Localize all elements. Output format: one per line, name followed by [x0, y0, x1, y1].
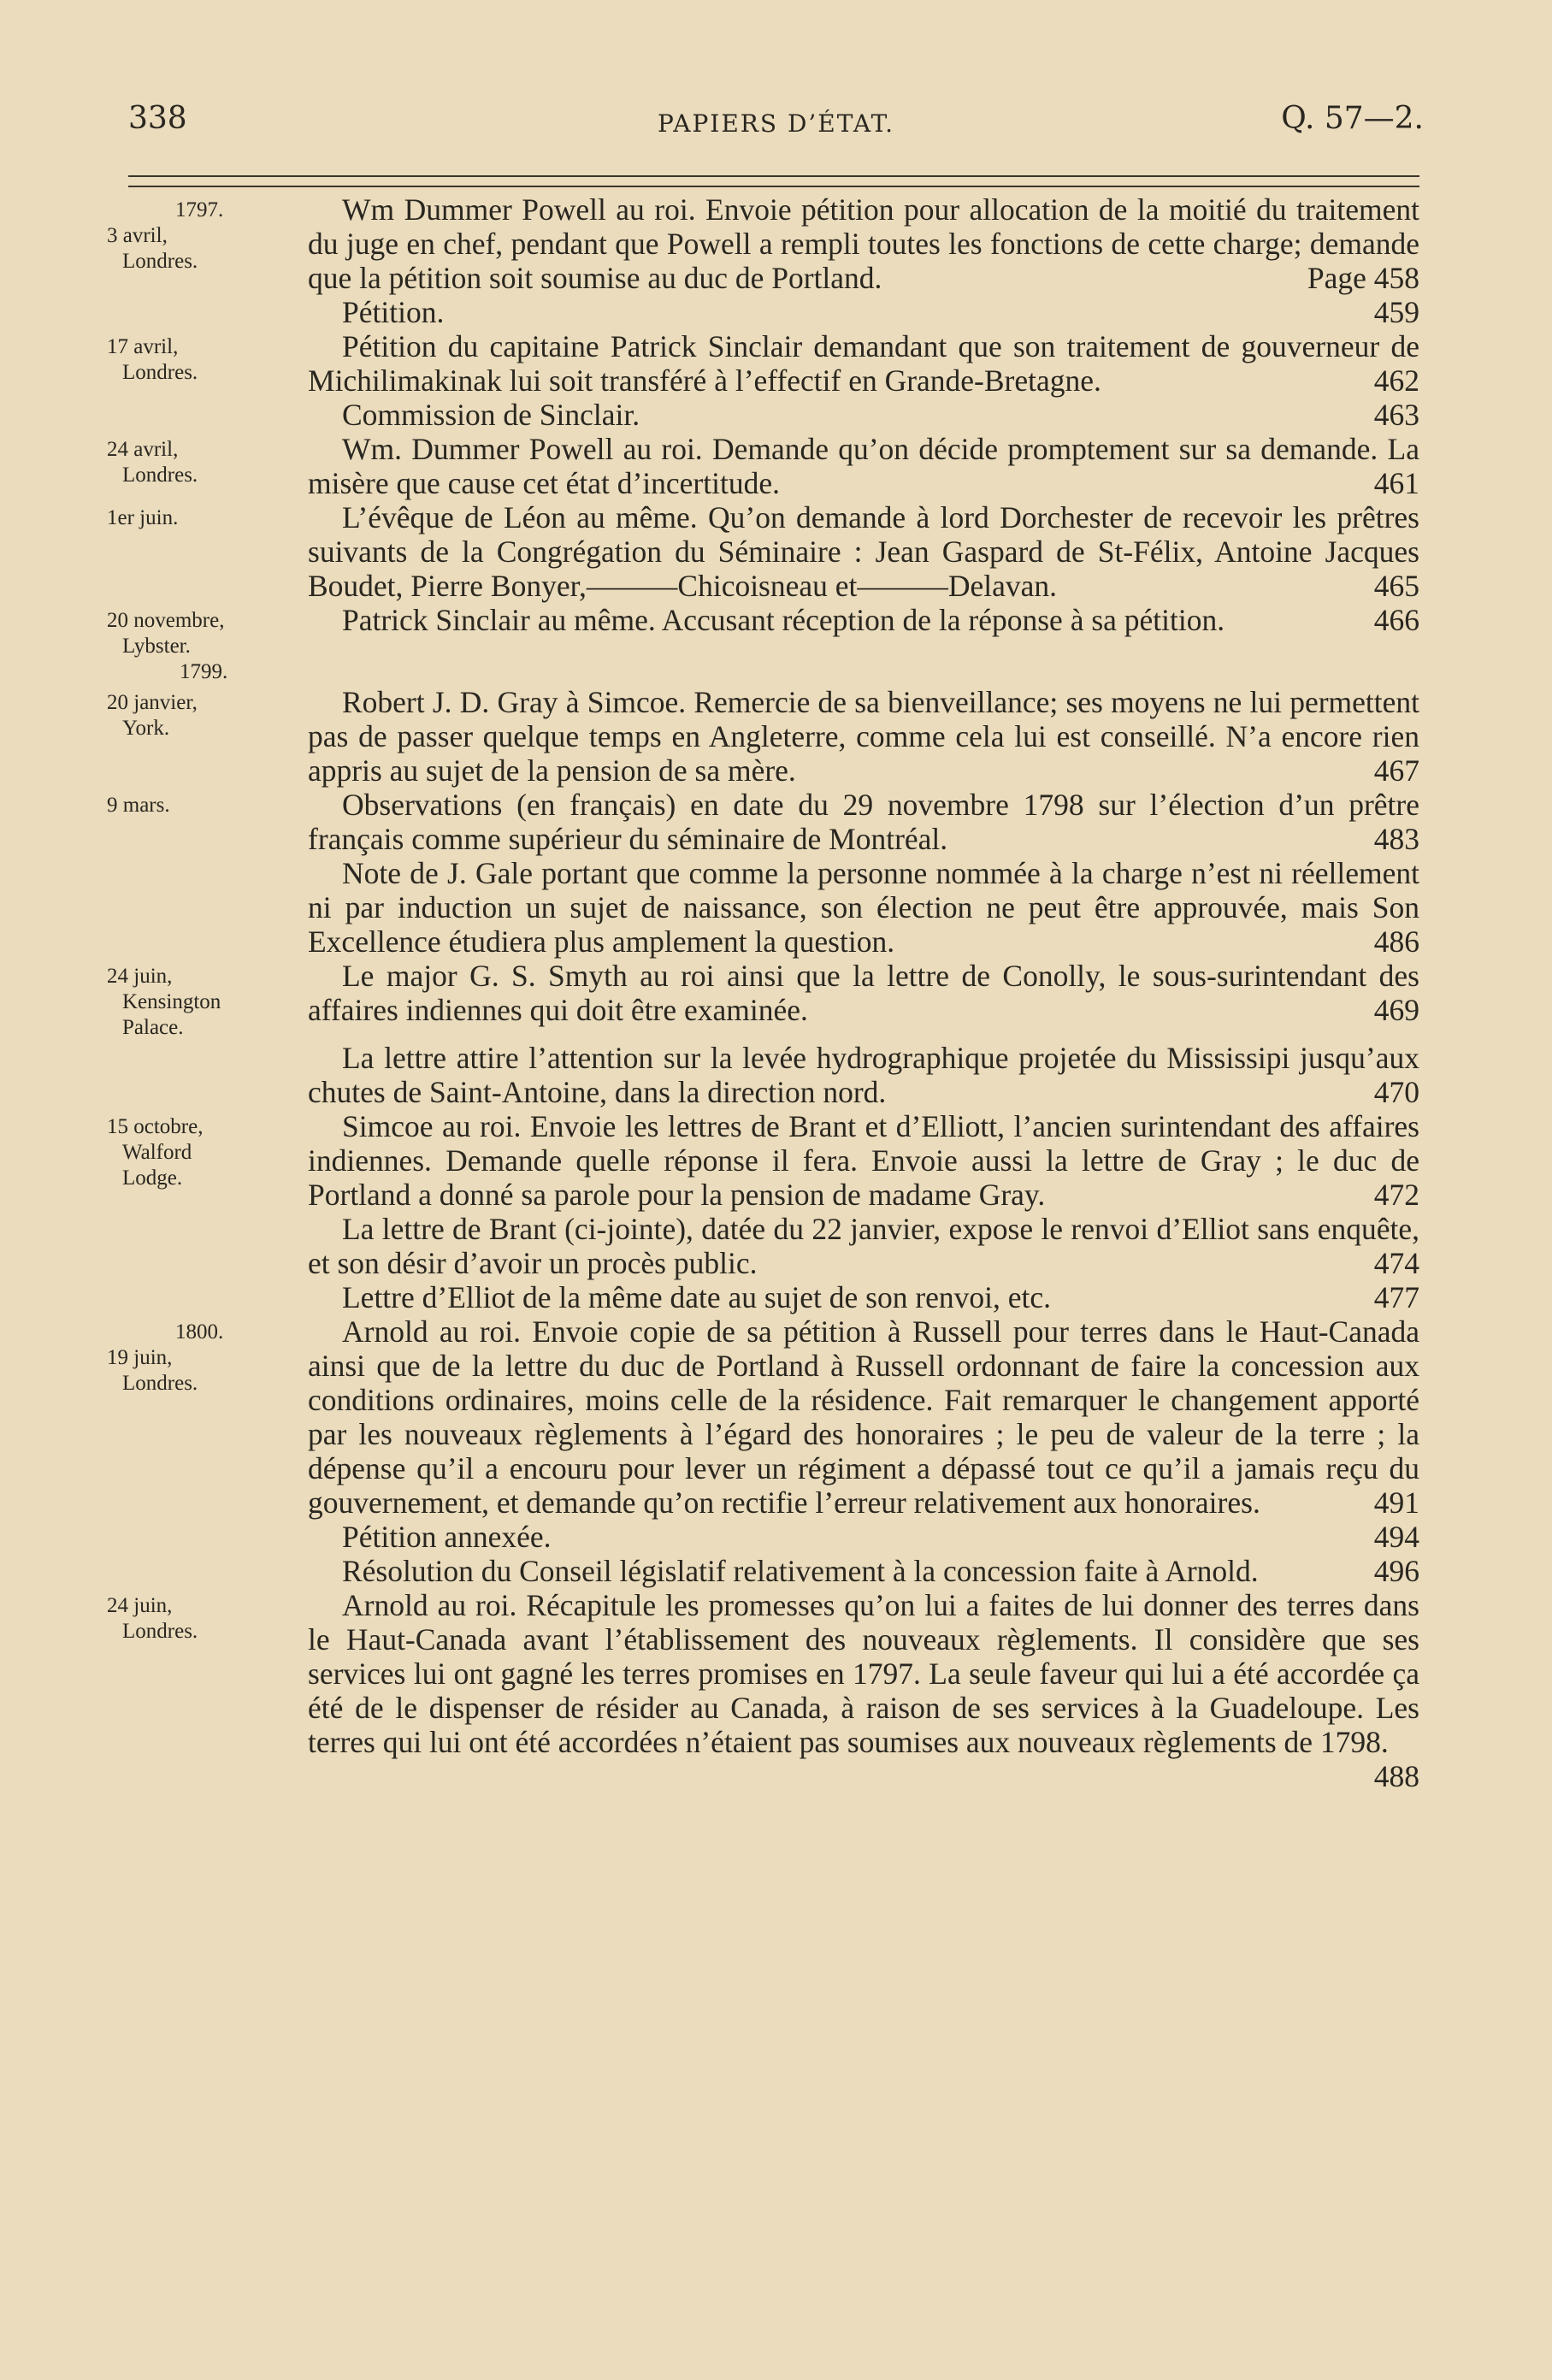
entry-page-ref: 486	[1373, 924, 1419, 959]
entry-date	[107, 192, 308, 295]
calendar-entry	[107, 1314, 1419, 1520]
entry-date	[107, 1041, 308, 1109]
calendar-entry	[107, 603, 1419, 685]
calendar-entry	[107, 329, 1419, 398]
entry-text	[308, 788, 1419, 856]
entry-text	[308, 295, 1419, 329]
entry-page-ref: Page 458	[1307, 261, 1419, 295]
entry-page-ref: 469	[1373, 993, 1419, 1027]
entry-date-line: 24 juin,	[107, 965, 173, 988]
entry-text	[308, 959, 1419, 1041]
entry-text	[308, 1109, 1419, 1212]
entry-date-line: 1er juin.	[107, 506, 179, 529]
entry-summary: Commission de Sinclair.	[342, 398, 640, 432]
entry-page-ref: 491	[1373, 1485, 1419, 1520]
entry-date-line: 17 avril,	[107, 335, 179, 358]
entry-date-line: 19 juin,	[107, 1346, 173, 1369]
entry-date	[107, 1109, 308, 1212]
entry-text	[308, 685, 1419, 788]
entry-date-line: Walford	[122, 1141, 192, 1164]
calendar-entry	[107, 295, 1419, 329]
entry-date	[107, 603, 308, 685]
entry-summary: La lettre attire l’attention sur la levée hydrographique projetée du Mississipi jusqu’aux chutes de Saint-Antoine, dans la direction nord.	[308, 1041, 1419, 1109]
entry-date	[107, 295, 308, 329]
running-title: PAPIERS D’ÉTAT.	[657, 109, 895, 138]
calendar-entry	[107, 432, 1419, 500]
page-number: 338	[128, 101, 187, 136]
entry-date	[107, 788, 308, 856]
entry-text	[308, 1314, 1419, 1520]
entry-date-line: 24 avril,	[107, 438, 179, 461]
entry-text	[308, 1588, 1419, 1793]
calendar-entry	[107, 1109, 1419, 1212]
entry-summary: Observations (en français) en date du 29 novembre 1798 sur l’élection d’un prêtre français comme supérieur du séminaire de Montréal.	[308, 788, 1419, 856]
calendar-entry	[107, 1520, 1419, 1554]
entry-page-ref: 477	[1373, 1280, 1419, 1314]
entry-text	[308, 856, 1419, 959]
calendar-entry	[107, 1280, 1419, 1314]
calendar-entry	[107, 685, 1419, 788]
entry-summary: Pétition annexée.	[342, 1520, 552, 1554]
entry-date-line: Lodge.	[122, 1166, 183, 1190]
entry-date-line: Londres.	[122, 1620, 198, 1643]
entry-summary: Wm. Dummer Powell au roi. Demande qu’on décide promptement sur sa demande. La misère que cause cet état d’incertitude.	[308, 432, 1419, 500]
entry-text	[308, 603, 1419, 685]
entry-summary: Pétition du capitaine Patrick Sinclair demandant que son traitement de gouverneur de Michilimakinak lui soit transféré à l’effectif en Grande-Bretagne.	[308, 329, 1419, 398]
entry-page-ref: 461	[1373, 466, 1419, 500]
entry-date-line: Lybster.	[122, 635, 191, 658]
entry-summary: Le major G. S. Smyth au roi ainsi que la lettre de Conolly, le sous-surintendant des affaires indiennes qui doit être examinée.	[308, 959, 1419, 1027]
entry-date-line: Londres.	[122, 361, 198, 384]
entry-date-line: 1799.	[180, 660, 228, 683]
entry-page-ref: 466	[1373, 603, 1419, 637]
calendar-entry	[107, 959, 1419, 1041]
entry-summary: Note de J. Gale portant que comme la personne nommée à la charge n’est ni réellement ni par induction un sujet de naissance, son élection ne peut être approuvée, mais Son Excellence étudiera plus amplement la question.	[308, 856, 1419, 959]
entry-summary: La lettre de Brant (ci-jointe), datée du 22 janvier, expose le renvoi d’Elliot sans enquête, et son désir d’avoir un procès public.	[308, 1212, 1419, 1280]
entry-summary: Robert J. D. Gray à Simcoe. Remercie de sa bienveillance; ses moyens ne lui permettent pas de passer quelque temps en Angleterre, comme cela lui est conseillé. N’a encore rien appris au sujet de la pension de sa mère.	[308, 685, 1419, 788]
entry-summary: L’évêque de Léon au même. Qu’on demande à lord Dorchester de recevoir les prêtres suivants de la Congrégation du Séminaire : Jean Gaspard de St-Félix, Antoine Jacques Boudet, Pierre Bonyer,———Chicoisneau et———Delavan.	[308, 500, 1419, 603]
entry-text	[308, 1520, 1419, 1554]
entry-page-ref: 465	[1373, 569, 1419, 603]
calendar-entry	[107, 500, 1419, 603]
calendar-entries	[107, 192, 1419, 1793]
entry-date	[107, 432, 308, 500]
entry-date-line: 24 juin,	[107, 1594, 173, 1617]
entry-date-line: 1797.	[175, 198, 224, 221]
entry-date-line: Londres.	[122, 1372, 198, 1395]
entry-date-line: York.	[122, 717, 170, 740]
entry-date	[107, 685, 308, 788]
entry-date-line: Londres.	[122, 464, 198, 487]
entry-text	[308, 329, 1419, 398]
entry-date	[107, 1554, 308, 1588]
entry-text	[308, 1041, 1419, 1109]
entry-summary: Arnold au roi. Récapitule les promesses qu’on lui a faites de lui donner des terres dans le Haut-Canada avant l’établissement des nouveaux règlements. Il considère que ses services lui ont gagné les terres promises en 1797. La seule faveur qui lui a été accordée ça été de le dispenser de résider au Canada, à raison de ses services à la Guadeloupe. Les terres qui lui ont été accordées n’étaient pas soumises aux nouveaux règlements de 1798.	[308, 1588, 1419, 1759]
entry-page-ref: 474	[1373, 1246, 1419, 1280]
entry-summary: Simcoe au roi. Envoie les lettres de Brant et d’Elliott, l’ancien surintendant des affaires indiennes. Demande quelle réponse il fera. Envoie aussi la lettre de Gray ; le duc de Portland a donné sa parole pour la pension de madame Gray.	[308, 1109, 1419, 1212]
entry-summary: Patrick Sinclair au même. Accusant réception de la réponse à sa pétition.	[342, 603, 1225, 637]
entry-page-ref: 463	[1373, 398, 1419, 432]
entry-date	[107, 329, 308, 398]
entry-summary: Lettre d’Elliot de la même date au sujet de son renvoi, etc.	[342, 1280, 1052, 1314]
entry-date-line: 1800.	[175, 1320, 224, 1344]
entry-date-line: 3 avril,	[107, 224, 168, 247]
entry-date-line: Palace.	[122, 1016, 184, 1039]
entry-date-line: 15 octobre,	[107, 1115, 204, 1138]
entry-text	[308, 398, 1419, 432]
entry-summary: Résolution du Conseil législatif relativement à la concession faite à Arnold.	[342, 1554, 1259, 1588]
entry-text	[308, 1212, 1419, 1280]
entry-summary: Wm Dummer Powell au roi. Envoie pétition pour allocation de la moitié du traitement du juge en chef, pendant que Powell a rempli toutes les fonctions de cette charge; demande que la pétition soit soumise au duc de Portland.	[308, 192, 1419, 295]
header-rule-top	[128, 175, 1419, 177]
entry-page-ref: 483	[1373, 822, 1419, 856]
entry-date	[107, 500, 308, 603]
calendar-entry	[107, 1212, 1419, 1280]
entry-summary: Pétition.	[342, 295, 445, 329]
entry-date	[107, 959, 308, 1041]
page-header	[0, 101, 1552, 152]
entry-page-ref: 494	[1373, 1520, 1419, 1554]
entry-text	[308, 1554, 1419, 1588]
entry-date	[107, 398, 308, 432]
entry-page-ref: 459	[1373, 295, 1419, 329]
entry-page-ref: 488	[1373, 1759, 1419, 1793]
entry-page-ref: 470	[1373, 1075, 1419, 1109]
entry-date	[107, 1212, 308, 1280]
entry-text	[308, 192, 1419, 295]
entry-page-ref: 467	[1373, 753, 1419, 788]
calendar-entry	[107, 1554, 1419, 1588]
header-rule-bottom	[128, 186, 1419, 187]
calendar-entry	[107, 1588, 1419, 1793]
entry-page-ref: 496	[1373, 1554, 1419, 1588]
entry-date-line: Londres.	[122, 250, 198, 273]
entry-date-line: 20 novembre,	[107, 609, 225, 632]
entry-text	[308, 500, 1419, 603]
entry-summary: Arnold au roi. Envoie copie de sa pétition à Russell pour terres dans le Haut-Canada ainsi que de la lettre du duc de Portland à Russell ordonnant de faire la concession aux conditions ordinaires, moins celle de la résidence. Fait remarquer le changement apporté par les nouveaux règlements à l’égard des honoraires ; le peu de valeur de la terre ; la dépense qu’il a encouru pour lever un régiment a dépassé tout ce qu’il a jamais reçu du gouvernement, et demande qu’on rectifie l’erreur relativement aux honoraires.	[308, 1314, 1419, 1520]
entry-page-ref: 462	[1373, 363, 1419, 398]
entry-text	[308, 432, 1419, 500]
calendar-entry	[107, 192, 1419, 295]
entry-text	[308, 1280, 1419, 1314]
entry-date	[107, 1314, 308, 1520]
calendar-entry	[107, 1041, 1419, 1109]
entry-page-ref: 472	[1373, 1178, 1419, 1212]
entry-date	[107, 856, 308, 959]
calendar-entry	[107, 856, 1419, 959]
calendar-entry	[107, 398, 1419, 432]
calendar-entry	[107, 788, 1419, 856]
series-reference: Q. 57—2.	[1281, 101, 1424, 136]
entry-date-line: 20 janvier,	[107, 691, 198, 714]
entry-date-line: Kensington	[122, 990, 221, 1013]
entry-date-line: 9 mars.	[107, 794, 170, 817]
entry-date	[107, 1280, 308, 1314]
entry-date	[107, 1520, 308, 1554]
entry-date	[107, 1588, 308, 1793]
